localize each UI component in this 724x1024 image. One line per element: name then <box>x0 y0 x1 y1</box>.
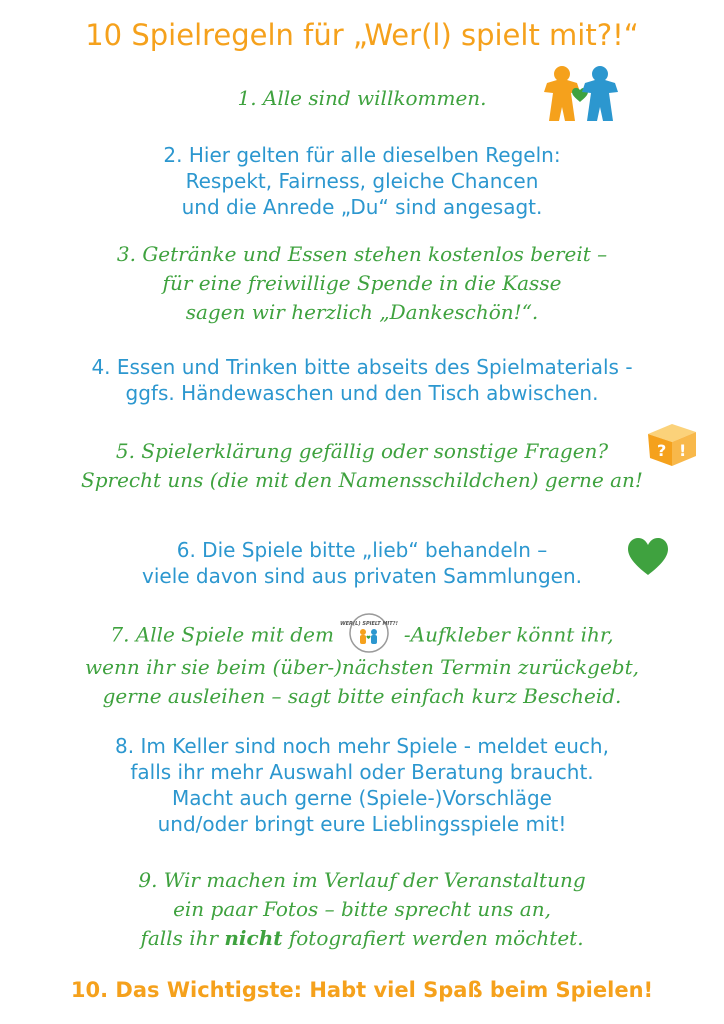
rule-2 <box>0 142 724 220</box>
rule-3 <box>0 240 724 327</box>
rule-4-line-2: ggfs. Händewaschen und den Tisch abwischen. <box>125 381 599 405</box>
question-dice-icon <box>642 420 704 468</box>
rule-4-line-1: 4. Essen und Trinken bitte abseits des Spielmaterials - <box>91 355 633 379</box>
sticker-text: WER(L) SPIELT MIT?! <box>340 621 398 627</box>
rule-7-line-1-end: -Aufkleber könnt ihr, <box>403 622 614 647</box>
rule-7-line-2: wenn ihr sie beim (über-)nächsten Termin zurückgebt, <box>85 655 639 679</box>
rule-7-line-1-start: 7. Alle Spiele mit dem <box>110 622 334 647</box>
rule-2-line-2: Respekt, Fairness, gleiche Chancen <box>185 169 539 193</box>
rule-2-line-3: und die Anrede „Du“ sind angesagt. <box>181 195 543 219</box>
rule-9-line-3-end: fotografiert werden möchtet. <box>288 926 584 950</box>
rule-3-line-2: für eine freiwillige Spende in die Kasse <box>162 271 562 295</box>
rule-8-line-4: und/oder bringt eure Lieblingsspiele mit! <box>157 812 567 836</box>
rule-8 <box>0 733 724 837</box>
rule-8-line-3: Macht auch gerne (Spiele-)Vorschläge <box>172 786 552 810</box>
rule-9-line-2: ein paar Fotos – bitte sprecht uns an, <box>173 897 551 921</box>
rule-5 <box>0 437 724 495</box>
rule-9-emphasis: nicht <box>224 926 283 950</box>
page-title: 10 Spielregeln für „Wer(l) spielt mit?!“ <box>85 18 639 52</box>
svg-text:?: ? <box>657 441 667 460</box>
rule-7-line-3: gerne ausleihen – sagt bitte einfach kurz Bescheid. <box>102 684 622 708</box>
rule-9-line-3 <box>0 924 724 953</box>
rule-9-line-1: 9. Wir machen im Verlauf der Veranstaltung <box>138 868 586 892</box>
meeple-people-icon <box>540 64 624 126</box>
rule-2-line-1: 2. Hier gelten für alle dieselben Regeln: <box>163 143 561 167</box>
rule-7 <box>0 619 724 711</box>
rule-4 <box>0 354 724 406</box>
rule-7-line-1 <box>0 619 724 653</box>
rule-9-line-3-start: falls ihr <box>140 926 219 950</box>
rule-8-line-2: falls ihr mehr Auswahl oder Beratung braucht. <box>130 760 594 784</box>
rule-5-line-2: Sprecht uns (die mit den Namensschildchen) gerne an! <box>81 468 643 492</box>
rule-10-line-1: 10. Das Wichtigste: Habt viel Spaß beim Spielen! <box>70 978 654 1002</box>
rule-9 <box>0 866 724 953</box>
heart-icon <box>627 537 669 577</box>
svg-text:!: ! <box>679 441 687 460</box>
rule-3-line-3: sagen wir herzlich „Dankeschön!“. <box>185 300 539 324</box>
rule-6-line-1: 6. Die Spiele bitte „lieb“ behandeln – <box>176 538 548 562</box>
rule-8-line-1: 8. Im Keller sind noch mehr Spiele - meldet euch, <box>115 734 609 758</box>
rule-6 <box>0 537 724 589</box>
rule-3-line-1: 3. Getränke und Essen stehen kostenlos bereit – <box>116 242 608 266</box>
rule-6-line-2: viele davon sind aus privaten Sammlungen. <box>142 564 582 588</box>
werl-spielt-mit-sticker-icon <box>338 613 400 653</box>
rule-10 <box>0 977 724 1003</box>
rule-1-line-1: 1. Alle sind willkommen. <box>237 86 487 110</box>
rule-5-line-1: 5. Spielerklärung gefällig oder sonstige Fragen? <box>115 439 609 463</box>
